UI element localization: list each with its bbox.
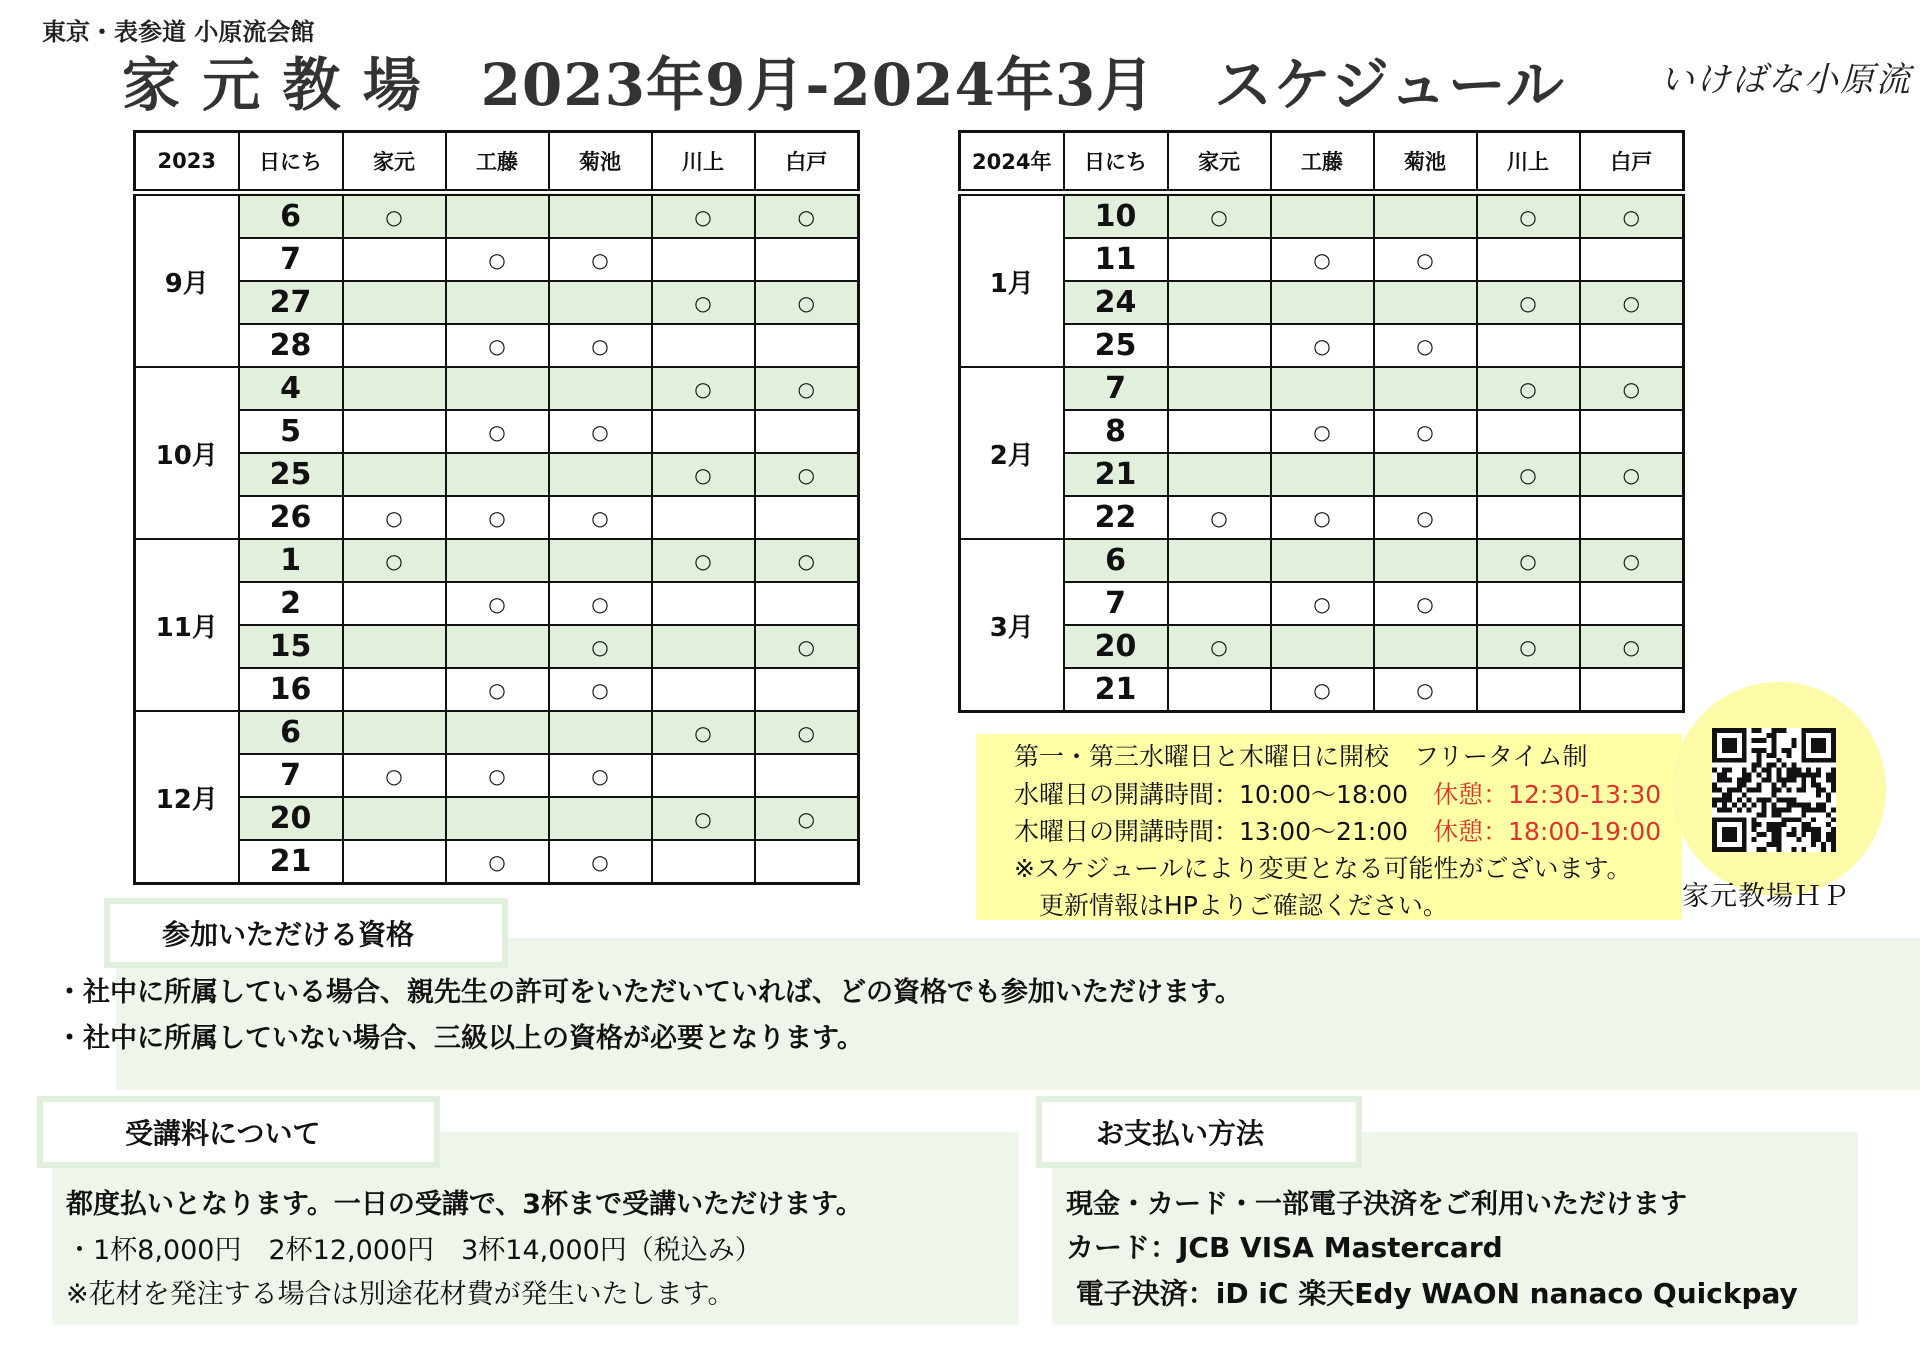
attendance-mark xyxy=(1168,238,1271,281)
attendance-mark xyxy=(446,625,549,668)
date-header: 日にち xyxy=(239,132,343,193)
table-row xyxy=(960,625,1684,668)
attendance-mark: ○ xyxy=(549,754,652,797)
payment-cards: カード：JCB VISA Mastercard xyxy=(1066,1231,1503,1264)
venue-subtitle: 東京・表参道 小原流会館 xyxy=(42,17,315,46)
attendance-mark xyxy=(1374,453,1477,496)
attendance-mark xyxy=(549,367,652,410)
homepage-qr-caption: 家元教場ＨＰ xyxy=(1682,881,1850,912)
table-header-row xyxy=(960,132,1684,193)
day-cell: 15 xyxy=(239,625,343,668)
thursday-hours xyxy=(1014,812,1661,848)
schedule-table-2024 xyxy=(958,130,1685,713)
attendance-mark: ○ xyxy=(1271,410,1374,453)
fee-payment-note: 都度払いとなります。一日の受講で、3杯まで受講いただけます。 xyxy=(66,1189,863,1220)
payment-e-money: 電子決済：iD iC 楽天Edy WAON nanaco Quickpay xyxy=(1066,1277,1798,1310)
table-row xyxy=(960,367,1684,410)
attendance-mark: ○ xyxy=(1271,496,1374,539)
attendance-mark xyxy=(755,324,859,367)
attendance-mark xyxy=(1580,668,1684,712)
attendance-mark xyxy=(1271,625,1374,668)
day-cell: 22 xyxy=(1064,496,1168,539)
attendance-mark xyxy=(755,496,859,539)
attendance-mark xyxy=(755,410,859,453)
attendance-mark xyxy=(652,754,755,797)
attendance-mark: ○ xyxy=(1477,367,1580,410)
attendance-mark: ○ xyxy=(755,281,859,324)
teacher-header: 白戸 xyxy=(755,132,859,193)
attendance-mark xyxy=(1477,324,1580,367)
attendance-mark: ○ xyxy=(1271,582,1374,625)
table-row xyxy=(135,582,859,625)
qualification-line-member: ・社中に所属している場合、親先生の許可をいただいていれば、どの資格でも参加いただけます。 xyxy=(56,977,1242,1008)
attendance-mark: ○ xyxy=(652,711,755,754)
attendance-mark xyxy=(1168,582,1271,625)
teacher-header: 家元 xyxy=(343,132,446,193)
attendance-mark xyxy=(652,625,755,668)
attendance-mark xyxy=(1374,539,1477,582)
day-cell: 27 xyxy=(239,281,343,324)
day-cell: 4 xyxy=(239,367,343,410)
table-row xyxy=(960,496,1684,539)
payment-heading-text: お支払い方法 xyxy=(1096,1117,1265,1150)
table-row xyxy=(135,797,859,840)
day-cell: 25 xyxy=(1064,324,1168,367)
day-cell: 24 xyxy=(1064,281,1168,324)
table-row xyxy=(135,238,859,281)
attendance-mark xyxy=(1271,453,1374,496)
table-row xyxy=(960,238,1684,281)
attendance-mark xyxy=(652,840,755,884)
table-row xyxy=(135,625,859,668)
attendance-mark xyxy=(343,324,446,367)
month-label: 3月 xyxy=(960,539,1064,712)
table-row xyxy=(135,453,859,496)
attendance-mark xyxy=(1168,410,1271,453)
attendance-mark xyxy=(446,797,549,840)
teacher-header: 家元 xyxy=(1168,132,1271,193)
attendance-mark: ○ xyxy=(1374,410,1477,453)
attendance-mark: ○ xyxy=(343,754,446,797)
attendance-mark xyxy=(549,797,652,840)
attendance-mark xyxy=(652,238,755,281)
month-label: 1月 xyxy=(960,193,1064,368)
day-cell: 7 xyxy=(1064,582,1168,625)
teacher-header: 川上 xyxy=(652,132,755,193)
attendance-mark xyxy=(652,496,755,539)
table-row xyxy=(960,539,1684,582)
attendance-mark: ○ xyxy=(446,410,549,453)
attendance-mark: ○ xyxy=(446,324,549,367)
teacher-header: 菊池 xyxy=(549,132,652,193)
attendance-mark xyxy=(446,539,549,582)
attendance-mark: ○ xyxy=(1580,625,1684,668)
attendance-mark xyxy=(1271,281,1374,324)
fee-flower-note: ※花材を発注する場合は別途花材費が発生いたします。 xyxy=(66,1279,735,1310)
attendance-mark: ○ xyxy=(652,797,755,840)
attendance-mark: ○ xyxy=(1477,539,1580,582)
attendance-mark xyxy=(1168,539,1271,582)
attendance-mark xyxy=(549,453,652,496)
attendance-mark: ○ xyxy=(1580,367,1684,410)
year-header: 2024年 xyxy=(960,132,1064,193)
day-cell: 10 xyxy=(1064,193,1168,239)
attendance-mark xyxy=(446,281,549,324)
attendance-mark: ○ xyxy=(1374,238,1477,281)
day-cell: 1 xyxy=(239,539,343,582)
attendance-mark: ○ xyxy=(755,453,859,496)
fee-prices: ・1杯8,000円 2杯12,000円 3杯14,000円（税込み） xyxy=(66,1235,762,1266)
attendance-mark: ○ xyxy=(755,625,859,668)
attendance-mark: ○ xyxy=(1477,193,1580,239)
attendance-mark xyxy=(1477,238,1580,281)
attendance-mark xyxy=(1374,625,1477,668)
page-title: 家 元 教 場 2023年9月-2024年3月 スケジュール xyxy=(122,51,1565,119)
day-cell: 6 xyxy=(239,193,343,239)
table-row xyxy=(960,281,1684,324)
attendance-mark xyxy=(1580,238,1684,281)
attendance-mark xyxy=(549,711,652,754)
attendance-mark xyxy=(343,582,446,625)
attendance-mark xyxy=(1374,193,1477,239)
attendance-mark: ○ xyxy=(1168,625,1271,668)
attendance-mark xyxy=(1374,367,1477,410)
attendance-mark: ○ xyxy=(446,754,549,797)
day-cell: 6 xyxy=(1064,539,1168,582)
attendance-mark: ○ xyxy=(755,539,859,582)
attendance-mark: ○ xyxy=(1168,496,1271,539)
attendance-mark xyxy=(343,238,446,281)
attendance-mark: ○ xyxy=(446,496,549,539)
teacher-header: 川上 xyxy=(1477,132,1580,193)
schedule-change-note: ※スケジュールにより変更となる可能性がございます。 xyxy=(1014,854,1632,883)
attendance-mark: ○ xyxy=(1477,453,1580,496)
attendance-mark xyxy=(549,281,652,324)
attendance-mark xyxy=(755,238,859,281)
attendance-mark xyxy=(755,668,859,711)
attendance-mark: ○ xyxy=(446,840,549,884)
attendance-mark xyxy=(343,840,446,884)
attendance-mark xyxy=(446,193,549,239)
day-cell: 25 xyxy=(239,453,343,496)
attendance-mark: ○ xyxy=(549,582,652,625)
attendance-mark xyxy=(755,754,859,797)
teacher-header: 工藤 xyxy=(1271,132,1374,193)
table-row xyxy=(135,324,859,367)
attendance-mark xyxy=(1580,410,1684,453)
attendance-mark: ○ xyxy=(549,410,652,453)
day-cell: 2 xyxy=(239,582,343,625)
attendance-mark: ○ xyxy=(652,281,755,324)
attendance-mark xyxy=(343,281,446,324)
attendance-mark: ○ xyxy=(1580,193,1684,239)
wednesday-break: 休憩：12:30-13:30 xyxy=(1433,780,1662,809)
attendance-mark xyxy=(343,625,446,668)
qr-code-icon[interactable] xyxy=(1712,728,1836,852)
attendance-mark: ○ xyxy=(549,668,652,711)
attendance-mark: ○ xyxy=(1580,453,1684,496)
day-cell: 21 xyxy=(1064,453,1168,496)
schedule-table-2023 xyxy=(133,130,860,885)
table-row xyxy=(135,496,859,539)
attendance-mark: ○ xyxy=(652,367,755,410)
attendance-mark: ○ xyxy=(446,238,549,281)
attendance-mark xyxy=(1271,193,1374,239)
attendance-mark xyxy=(1374,281,1477,324)
day-cell: 5 xyxy=(239,410,343,453)
attendance-mark xyxy=(1168,324,1271,367)
attendance-mark: ○ xyxy=(549,324,652,367)
table-row xyxy=(960,453,1684,496)
attendance-mark: ○ xyxy=(549,840,652,884)
attendance-mark xyxy=(1168,668,1271,712)
attendance-mark xyxy=(343,668,446,711)
attendance-mark xyxy=(343,797,446,840)
wednesday-hours-label: 水曜日の開講時間：10:00～18:00 xyxy=(1014,780,1434,809)
table-row xyxy=(960,582,1684,625)
table-row xyxy=(135,711,859,754)
attendance-mark xyxy=(1477,668,1580,712)
attendance-mark: ○ xyxy=(755,193,859,239)
attendance-mark: ○ xyxy=(343,193,446,239)
attendance-mark: ○ xyxy=(652,539,755,582)
attendance-mark xyxy=(1477,582,1580,625)
attendance-mark xyxy=(343,711,446,754)
attendance-mark: ○ xyxy=(755,367,859,410)
day-cell: 11 xyxy=(1064,238,1168,281)
teacher-header: 白戸 xyxy=(1580,132,1684,193)
day-cell: 8 xyxy=(1064,410,1168,453)
teacher-header: 工藤 xyxy=(446,132,549,193)
attendance-mark: ○ xyxy=(549,625,652,668)
attendance-mark xyxy=(1477,410,1580,453)
attendance-mark xyxy=(1271,539,1374,582)
month-label: 9月 xyxy=(135,193,239,368)
attendance-mark xyxy=(652,410,755,453)
attendance-mark xyxy=(1168,453,1271,496)
month-label: 12月 xyxy=(135,711,239,884)
table-row xyxy=(135,754,859,797)
day-cell: 28 xyxy=(239,324,343,367)
table-header-row xyxy=(135,132,859,193)
attendance-mark: ○ xyxy=(343,496,446,539)
payment-heading xyxy=(1036,1096,1362,1168)
day-cell: 21 xyxy=(1064,668,1168,712)
attendance-mark: ○ xyxy=(652,193,755,239)
table-row xyxy=(135,367,859,410)
attendance-mark xyxy=(343,410,446,453)
attendance-mark xyxy=(446,453,549,496)
table-row xyxy=(135,668,859,711)
table-row xyxy=(135,840,859,884)
attendance-mark xyxy=(446,367,549,410)
thursday-break: 休憩：18:00-19:00 xyxy=(1433,817,1662,846)
attendance-mark: ○ xyxy=(1374,668,1477,712)
month-label: 10月 xyxy=(135,367,239,539)
brand-logo: いけばな小原流 xyxy=(1660,60,1912,100)
day-cell: 7 xyxy=(239,238,343,281)
table-row xyxy=(135,410,859,453)
day-cell: 6 xyxy=(239,711,343,754)
attendance-mark xyxy=(652,668,755,711)
attendance-mark: ○ xyxy=(343,539,446,582)
fee-heading-text: 受講料について xyxy=(125,1117,321,1150)
attendance-mark xyxy=(343,367,446,410)
thursday-hours-label: 木曜日の開講時間：13:00～21:00 xyxy=(1014,817,1434,846)
attendance-mark xyxy=(652,324,755,367)
attendance-mark xyxy=(1580,324,1684,367)
attendance-mark: ○ xyxy=(1374,496,1477,539)
attendance-mark: ○ xyxy=(549,496,652,539)
attendance-mark xyxy=(755,582,859,625)
attendance-mark: ○ xyxy=(1271,238,1374,281)
attendance-mark: ○ xyxy=(652,453,755,496)
attendance-mark xyxy=(549,539,652,582)
day-cell: 16 xyxy=(239,668,343,711)
opening-days-text: 第一・第三水曜日と木曜日に開校 フリータイム制 xyxy=(1014,742,1588,771)
fee-heading xyxy=(37,1096,440,1168)
attendance-mark xyxy=(755,840,859,884)
attendance-mark: ○ xyxy=(1271,668,1374,712)
attendance-mark: ○ xyxy=(1477,625,1580,668)
day-cell: 20 xyxy=(1064,625,1168,668)
teacher-header: 菊池 xyxy=(1374,132,1477,193)
table-row xyxy=(135,281,859,324)
qualification-heading xyxy=(104,898,508,968)
table-row xyxy=(960,324,1684,367)
attendance-mark xyxy=(549,193,652,239)
qualification-heading-text: 参加いただける資格 xyxy=(162,918,415,951)
day-cell: 21 xyxy=(239,840,343,884)
year-header: 2023 xyxy=(135,132,239,193)
attendance-mark: ○ xyxy=(1168,193,1271,239)
attendance-mark: ○ xyxy=(755,797,859,840)
attendance-mark xyxy=(1477,496,1580,539)
day-cell: 7 xyxy=(239,754,343,797)
attendance-mark: ○ xyxy=(755,711,859,754)
table-row xyxy=(135,193,859,239)
table-row xyxy=(960,668,1684,712)
attendance-mark: ○ xyxy=(446,668,549,711)
attendance-mark: ○ xyxy=(1580,539,1684,582)
table-row xyxy=(960,193,1684,239)
wednesday-hours xyxy=(1014,775,1661,811)
attendance-mark: ○ xyxy=(446,582,549,625)
month-label: 11月 xyxy=(135,539,239,711)
payment-methods: 現金・カード・一部電子決済をご利用いただけます xyxy=(1066,1189,1687,1220)
attendance-mark xyxy=(1580,582,1684,625)
attendance-mark: ○ xyxy=(549,238,652,281)
attendance-mark xyxy=(343,453,446,496)
attendance-mark: ○ xyxy=(1477,281,1580,324)
day-cell: 7 xyxy=(1064,367,1168,410)
attendance-mark xyxy=(1580,496,1684,539)
date-header: 日にち xyxy=(1064,132,1168,193)
attendance-mark: ○ xyxy=(1374,582,1477,625)
day-cell: 20 xyxy=(239,797,343,840)
attendance-mark xyxy=(652,582,755,625)
attendance-mark xyxy=(1168,367,1271,410)
attendance-mark: ○ xyxy=(1374,324,1477,367)
update-info-note: 更新情報はHPよりご確認ください。 xyxy=(1014,891,1448,920)
table-row xyxy=(135,539,859,582)
attendance-mark: ○ xyxy=(1580,281,1684,324)
day-cell: 26 xyxy=(239,496,343,539)
qualification-line-nonmember: ・社中に所属していない場合、三級以上の資格が必要となります。 xyxy=(56,1023,864,1054)
attendance-mark xyxy=(446,711,549,754)
table-row xyxy=(960,410,1684,453)
month-label: 2月 xyxy=(960,367,1064,539)
attendance-mark: ○ xyxy=(1271,324,1374,367)
attendance-mark xyxy=(1168,281,1271,324)
attendance-mark xyxy=(1271,367,1374,410)
